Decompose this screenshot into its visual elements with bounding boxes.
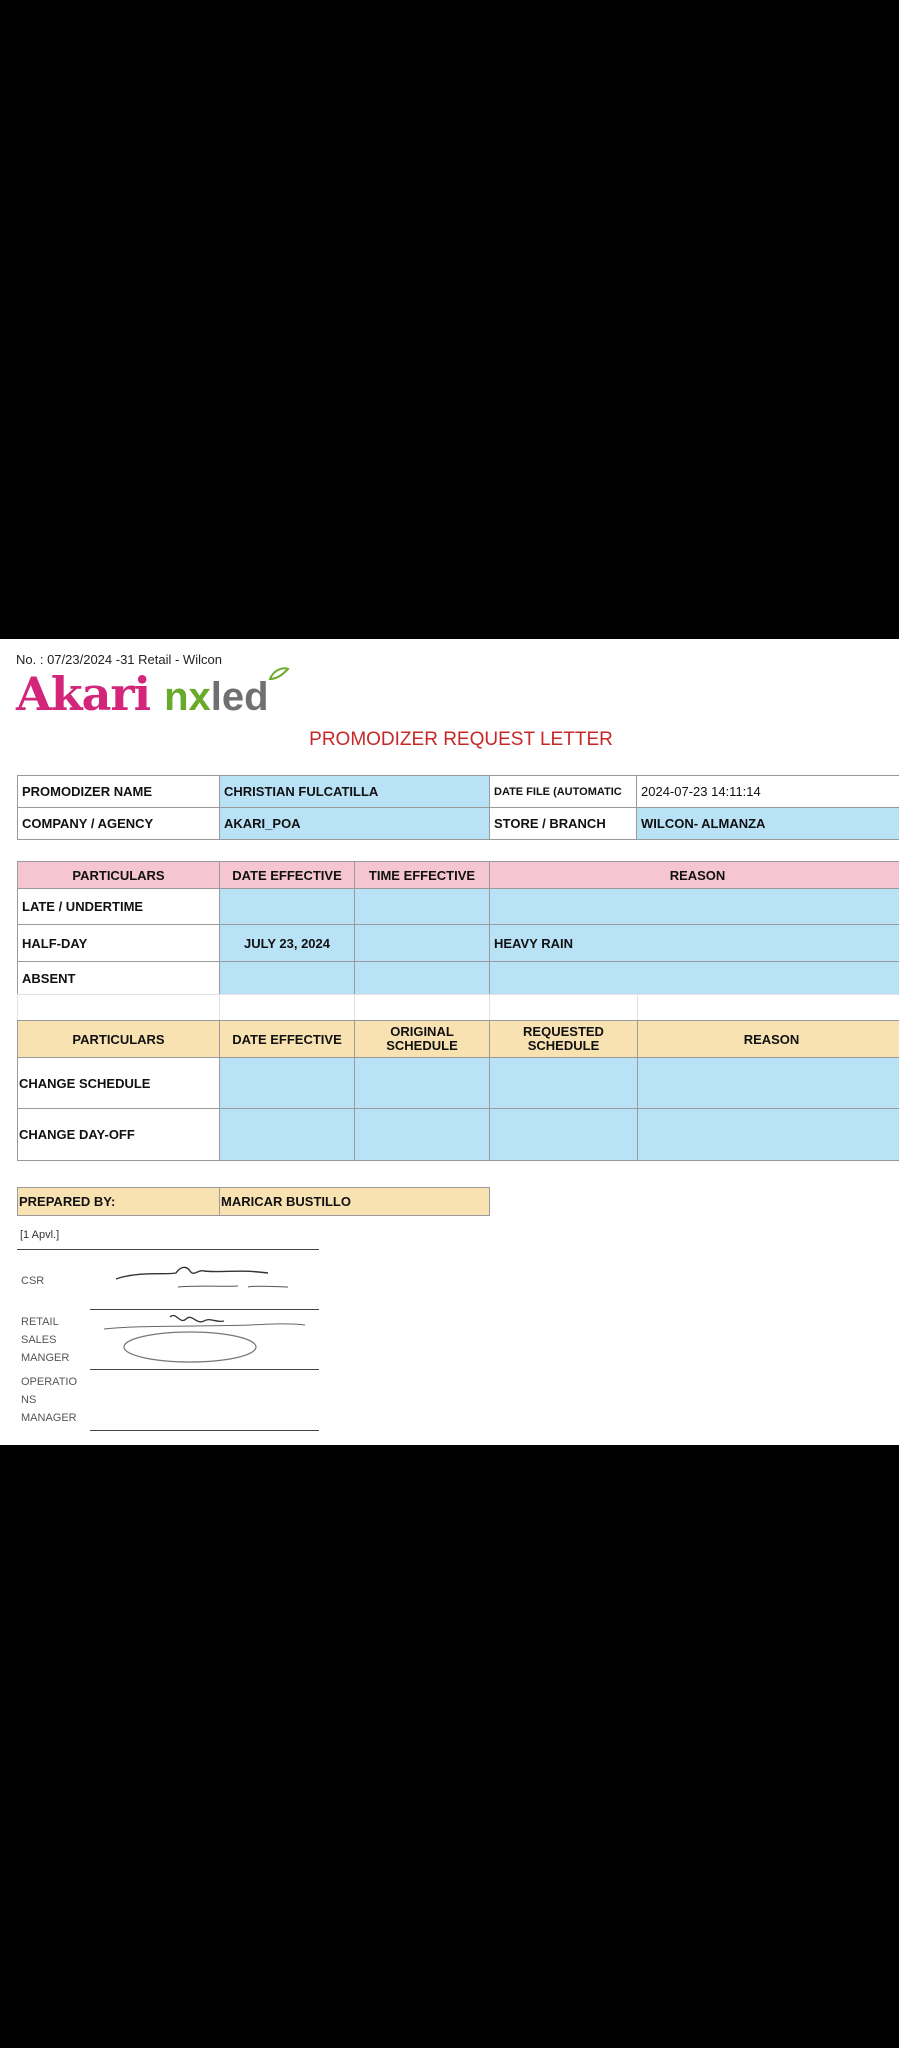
t1-header-reason: REASON	[489, 861, 899, 889]
operations-manager-signature-line	[90, 1430, 319, 1431]
prepared-by-label: PREPARED BY:	[17, 1187, 220, 1216]
document-number: No. : 07/23/2024 -31 Retail - Wilcon	[16, 652, 222, 667]
promodizer-name-label: PROMODIZER NAME	[17, 775, 220, 808]
t1-row-halfday-reason: HEAVY RAIN	[489, 924, 899, 962]
approvals-header: [1 Apvl.]	[20, 1229, 60, 1241]
t2-row-change-schedule-original	[354, 1057, 490, 1109]
store-branch-label: STORE / BRANCH	[489, 807, 637, 840]
t2-header-particulars: PARTICULARS	[17, 1020, 220, 1058]
csr-signature	[108, 1263, 298, 1293]
t2-header-original-schedule: ORIGINAL SCHEDULE	[354, 1020, 490, 1058]
t1-row-late-time	[354, 888, 490, 925]
logo-led-text: led	[210, 675, 269, 719]
t2-row-change-schedule-requested	[489, 1057, 638, 1109]
date-file-label: DATE FILE (AUTOMATIC	[489, 775, 637, 808]
t2-header-requested-schedule: REQUESTED SCHEDULE	[489, 1020, 638, 1058]
approvals-divider	[17, 1249, 319, 1250]
store-branch-value: WILCON- ALMANZA	[636, 807, 899, 840]
company-agency-label: COMPANY / AGENCY	[17, 807, 220, 840]
company-agency-value: AKARI_POA	[219, 807, 490, 840]
t1-row-halfday-time	[354, 924, 490, 962]
t2-row-change-dayoff-reason	[637, 1108, 899, 1161]
spacer-cell	[219, 994, 355, 1021]
date-file-value: 2024-07-23 14:11:14	[636, 775, 899, 808]
t2-row-change-schedule-particular: CHANGE SCHEDULE	[17, 1057, 220, 1109]
t1-row-absent-date	[219, 961, 355, 995]
t1-row-halfday-particular: HALF-DAY	[17, 924, 220, 962]
t2-row-change-schedule-reason	[637, 1057, 899, 1109]
t1-row-absent-particular: ABSENT	[17, 961, 220, 995]
t1-row-halfday-date: JULY 23, 2024	[219, 924, 355, 962]
spacer-cell	[17, 994, 220, 1021]
prepared-by-value: MARICAR BUSTILLO	[219, 1187, 490, 1216]
approval-retail-sales-manager-label: RETAIL SALES MANGER	[21, 1316, 70, 1364]
t1-row-late-date	[219, 888, 355, 925]
csr-signature-line	[90, 1309, 319, 1310]
company-logo	[16, 667, 269, 721]
t1-row-late-particular: LATE / UNDERTIME	[17, 888, 220, 925]
t2-row-change-dayoff-particular: CHANGE DAY-OFF	[17, 1108, 220, 1161]
t1-row-late-reason	[489, 888, 899, 925]
t2-header-date-effective: DATE EFFECTIVE	[219, 1020, 355, 1058]
request-letter-document	[0, 639, 899, 1445]
t1-header-time-effective: TIME EFFECTIVE	[354, 861, 490, 889]
spacer-cell	[354, 994, 490, 1021]
letter-title: PROMODIZER REQUEST LETTER	[309, 729, 613, 750]
t2-row-change-dayoff-date	[219, 1108, 355, 1161]
spacer-cell	[489, 994, 638, 1021]
retail-manager-signature-line	[90, 1369, 319, 1370]
t1-row-absent-reason	[489, 961, 899, 995]
t2-header-reason: REASON	[637, 1020, 899, 1058]
promodizer-name-value: CHRISTIAN FULCATILLA	[219, 775, 490, 808]
retail-manager-signature	[100, 1311, 310, 1365]
t2-row-change-dayoff-requested	[489, 1108, 638, 1161]
logo-nx-text: nx	[164, 675, 211, 719]
t1-header-date-effective: DATE EFFECTIVE	[219, 861, 355, 889]
spacer-cell	[637, 994, 899, 1021]
leaf-icon	[268, 667, 290, 681]
logo-akari-text: Akari	[16, 667, 151, 721]
t1-row-absent-time	[354, 961, 490, 995]
t2-row-change-dayoff-original	[354, 1108, 490, 1161]
approval-operations-manager-label: OPERATIO NS MANAGER	[21, 1376, 78, 1424]
t1-header-particulars: PARTICULARS	[17, 861, 220, 889]
t2-row-change-schedule-date	[219, 1057, 355, 1109]
approval-csr-label: CSR	[21, 1275, 45, 1287]
